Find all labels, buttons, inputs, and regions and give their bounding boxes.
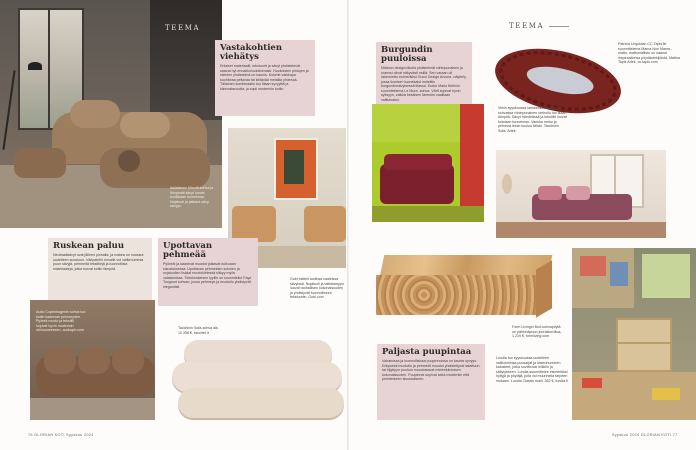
caption-form-living: Form Livingin Burl-sohvapöytä on pähkinäpuun juurakkoviilua, 1 219 €, formliving.com bbox=[512, 325, 562, 339]
caption-lundia: Lundia tuo syyskuussa uudelleen valikoimiinsa puusarjat ja lastenhuoneen kalusteet, jotka soveltuvat leikkiin ja säilytykseen. Lundia suunnittelee esimerkiksi hyllyjä ja pöytäjä, joita voi muunnella tarpeen mukaan. Lundia Classic malli, 282 €, lundia.fi bbox=[496, 356, 568, 383]
article-upottavan bbox=[158, 238, 258, 306]
lundia-kids-room-photo bbox=[572, 248, 696, 420]
article-body: Pyöreät ja kaarevat muodot jatkavat kulkuaan sisustuksessa. Upottavan pehmeiden sohvien ja nojatuolien lisäksi muotokielessä näkyy myös valaisimissa. Tietokeskeisen tyyliin on suunnitellut Faye Toogood sohvan, jossa pehmeys ja muotoilu yhdistyvät elegantisti. bbox=[163, 262, 252, 289]
article-title: Ruskean paluu bbox=[53, 241, 125, 251]
pouf bbox=[14, 148, 66, 178]
caption-minotti: Italialaisen Minotti-sohva ja lämpimät sävyt luovat kodikkaan tunnelman. Nojatuoli ja jakkara sävy sävyyn. bbox=[170, 186, 214, 209]
article-title: Burgundin puuloissa bbox=[381, 45, 433, 64]
caption-urquiola: Patricia Urquiolan CC-Tapis'lle suunnittelema Mama Non Mama -matto, mattomallisto on saanut inspiraationsa pöydäntekijöistä. Mattoa Tapis Artek, cc-tapis.com bbox=[618, 42, 680, 65]
article-body: Neutraalisävyt ovat jälleen pinnalla, ja ruskea on noussut uudelleen suosioon. Väripaletin rinnalle voi valita tummia puun sävyjä, pehmeitä tekstiilejä ja luonnollisia materiaaleja, jotka tuovat kotiin lämpöä. bbox=[53, 253, 144, 271]
section-label-right: TEEMA bbox=[509, 22, 545, 30]
folio-right: Syyskuu 2024 GLORIAN KOTI 77 bbox=[612, 433, 678, 437]
caption-gubi: Gubi esitteli tuolinsa vaaleissa sävyissä. Nojatuoli ja lattialamppu luovat rauhallisen kokonaisuuden ja yhdistyvät luonnolliseen tekstuuriin. Gubi.com bbox=[290, 277, 344, 300]
article-ruskean bbox=[48, 238, 152, 302]
header-rule bbox=[549, 26, 569, 27]
living-room-photo bbox=[0, 0, 222, 228]
folio-left: 76 GLORIAN KOTI Syyskuu 2024 bbox=[28, 433, 94, 437]
tacchini-sofa bbox=[172, 340, 352, 430]
article-body: Milanon designviikolla yhdistelmät viininpunainen ja oranssi olivat näkyvästi esillä. Sen varaan oli rakennettu esimerkiksi Gucci Design Ancora -näyttely, jossa ikoniset huonekalut esiteltiin burgundinsävyisessä tilassa. Kuten Mario Bellinin suunnittelema Le Mura -sohva. Värit sopivat hyvin syksyyn, vaikka kesäisen lämmön vaalitaan valittavaksi. bbox=[381, 66, 467, 102]
caption-audo: Audo Copenhagenin sohva tuo kotiin kaarevan pehmeyden. Pyöreä muoto ja tekstiili sopivat hyvin moderniin olohuoneeseen. audocph.com bbox=[36, 310, 86, 333]
article-title: Upottavan pehmeää bbox=[163, 241, 213, 260]
caption-viinin: Viinin syyskuussa lanseeratussa Aragon-sohvassa viininpunainen verhoilu tuo tilaan lämpöä. Sävyt hämärässä ja tekstiilit luovat kotoisan tunnelman. Vankka runko ja pehmeä istuin kuuluu tähän. Tacchinin Sofa, Artek. bbox=[498, 106, 567, 133]
burgundy-sofa bbox=[380, 164, 454, 204]
article-title: Vastakohtien viehätys bbox=[220, 43, 283, 62]
article-body: Erilaiset materiaalit, tekstuurit ja sävyt yhdistelevät saavat nyt ennakkoluulottomasti. Huokoisten pintojen ja sileiden yhdistelmä on kaunis. Kokeile vaikkapa kuohkeaa pellavaa tai kiiltävää metallia yhdessä. Tällainen kombinaatio tuo tilaan syvyyttä ja kiinnostavuutta, ja sopii moderniin kotiin. bbox=[220, 64, 309, 91]
pink-sofa-room-photo bbox=[496, 150, 666, 238]
article-title: Paljasta puupintaa bbox=[382, 347, 472, 357]
caption-tacchini: Tacchinin Sofa-sohva alk. 10 356 €, tacchini.it bbox=[178, 326, 219, 335]
armchair-left bbox=[232, 206, 276, 242]
article-vastakohtien bbox=[215, 40, 315, 116]
section-label-left: TEEMA bbox=[165, 24, 201, 32]
article-paljasta bbox=[377, 344, 485, 420]
burgundy-sofa-photo bbox=[372, 104, 484, 222]
armchair-right bbox=[304, 206, 346, 242]
article-body: Vahatuissa ja luonnollisissa puupinnoissa on kaunis syvyys. Erityisesti muotoilu ja pehmeät muodot yhdistettynä lakattuun tai öljyttyyn puuhun muodostavat mielenkiintoisen kokonaisuuden. Puupinnat sopivat sekä moderniin että perinteiseen sisustukseen. bbox=[382, 359, 480, 381]
lundia-shelf bbox=[616, 318, 672, 372]
floor-lamp bbox=[2, 70, 15, 149]
burl-coffee-table bbox=[376, 255, 556, 325]
